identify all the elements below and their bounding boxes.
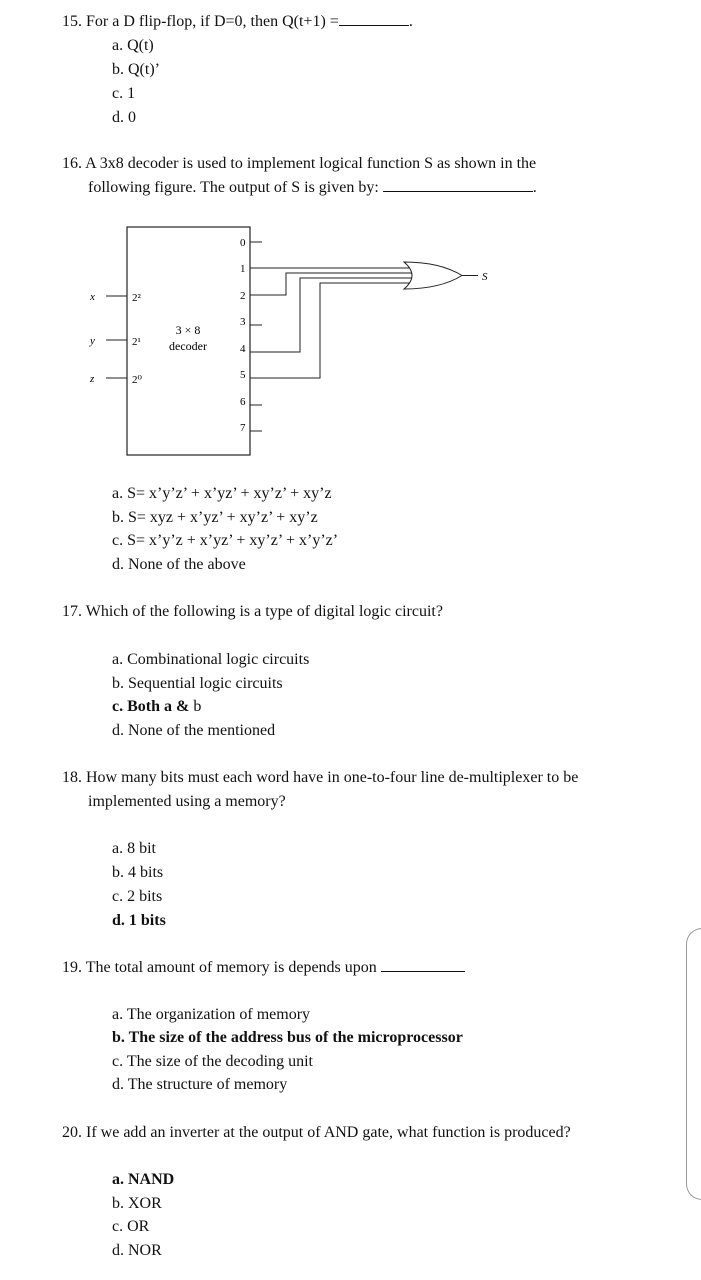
q17-option-d: d. None of the mentioned [112,722,276,739]
q17-question: 17. Which of the following is a type of digital logic circuit? [62,603,443,620]
output-label-3: 3 [240,316,246,328]
output-label-5: 5 [240,369,246,381]
q15-option-b: b. Q(t)’ [112,61,160,78]
q16-option-a: a. S= x’y’z’ + x’yz’ + xy’z’ + xy’z [112,485,332,502]
input-weight-z: 2⁰ [132,374,142,386]
q18-option-d: d. 1 bits [112,912,166,929]
q20-question: 20. If we add an inverter at the output of AND gate, what function is produced? [62,1124,571,1141]
q16-option-d: d. None of the above [112,556,246,573]
output-s-label: S [482,271,488,283]
output-label-2: 2 [240,290,246,302]
q16-option-b: b. S= xyz + x’yz’ + xy’z’ + xy’z [112,509,318,526]
wire-output-5 [250,283,410,378]
decoder-label-line1: 3 × 8 [175,323,201,337]
output-label-0: 0 [240,237,246,249]
input-weight-y: 2¹ [132,336,141,348]
wire-output-4 [250,278,412,352]
q18-option-b: b. 4 bits [112,864,164,881]
output-label-4: 4 [240,343,246,355]
wire-output-2 [250,273,412,295]
q16-answer-blank [383,190,533,192]
q17-option-a: a. Combinational logic circuits [112,651,310,668]
decoder-label-line2: decoder [169,339,207,353]
q19-option-c: c. The size of the decoding unit [112,1053,313,1070]
q15-option-c: c. 1 [112,85,136,102]
decoder-box [127,227,250,455]
q18-question-line1: 18. How many bits must each word have in one-to-four line de-multiplexer to be [62,769,579,786]
q20-option-b: b. XOR [112,1195,162,1212]
q18-question-line2: implemented using a memory? [88,793,286,810]
q16-question-line1: 16. A 3x8 decoder is used to implement logical function S as shown in the [62,155,537,172]
or-gate [404,262,462,289]
q19-question-text: 19. The total amount of memory is depends upon [62,959,377,976]
output-label-1: 1 [240,263,246,275]
q19-option-d: d. The structure of memory [112,1076,288,1093]
q16-question-line2-text: following figure. The output of S is given by: [88,179,379,196]
q15-question: 15. For a D flip-flop, if D=0, then Q(t+1) = . [62,13,413,30]
output-label-6: 6 [240,396,246,408]
q20-option-d: d. NOR [112,1242,162,1259]
q15-option-d: d. 0 [112,109,136,126]
q15-question-text: 15. For a D flip-flop, if D=0, then Q(t+1) = [62,13,339,30]
q17-option-c: c. Both a & b [112,698,202,715]
q18-option-c: c. 2 bits [112,888,163,905]
q19-question [62,958,465,978]
q19-option-b: b. The size of the address bus of the microprocessor [112,1029,463,1046]
input-z-label: z [90,373,95,385]
q19-answer-blank [381,970,465,972]
q20-option-a: a. NAND [112,1171,175,1188]
q15-option-a: a. Q(t) [112,37,154,54]
q18-option-a: a. 8 bit [112,840,156,857]
q16-option-c: c. S= x’y’z + x’yz’ + xy’z’ + x’y’z’ [112,532,339,549]
input-y-label: y [90,335,95,347]
side-bracket [686,928,701,1200]
input-weight-x: 2² [132,292,141,304]
output-label-7: 7 [240,422,246,434]
input-x-label: x [90,291,95,303]
q16-question-line2: following figure. The output of S is given by: . [88,179,537,196]
q17-option-b: b. Sequential logic circuits [112,675,283,692]
q19-option-a: a. The organization of memory [112,1006,311,1023]
q15-answer-blank [339,24,409,26]
q20-option-c: c. OR [112,1218,150,1235]
